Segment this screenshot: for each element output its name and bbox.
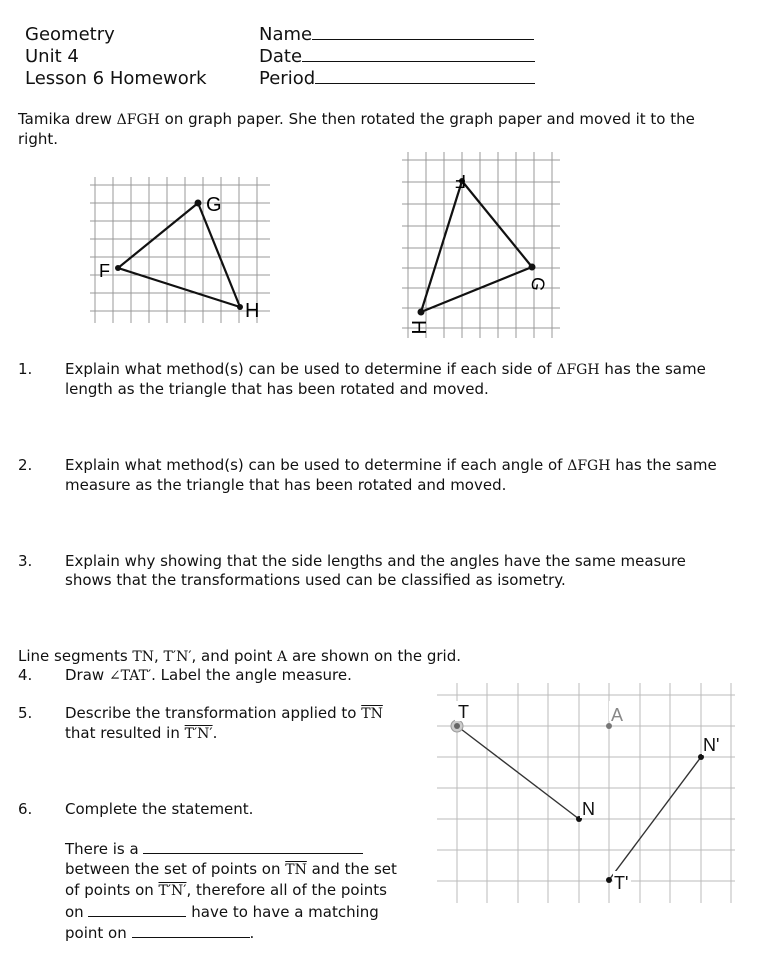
section2-intro: Line segments TN, T′N′, and point A are shown on the grid. [18,647,461,665]
q6-blank-2[interactable] [88,901,186,917]
name-label: Name [259,24,313,45]
label-t: T [458,702,469,722]
q5-number: 5. [18,704,33,722]
name-field[interactable] [259,24,534,46]
period-blank[interactable] [315,68,535,84]
label-f-rotated: F [455,171,466,191]
q3-text: Explain why showing that the side lengths and the angles have the same measure shows that the transformations used can be classified as isometry. [65,552,686,589]
q6-statement: There is a between the set of points on $\overline{TN}$ and the set of points on T′N′, therefore all of the points on have to have a matching point on . [65,840,397,942]
label-f: F [99,261,110,281]
label-g-rotated: G [526,275,550,293]
label-a: A [611,705,624,725]
point-tp [606,877,612,883]
q6-blank-1[interactable] [143,838,363,854]
q4-number: 4. [18,666,33,684]
label-h: H [245,300,260,322]
q6-number: 6. [18,800,33,818]
q6-blank-3[interactable] [132,922,250,938]
figure-rotated-triangle [400,150,565,340]
label-n: N [582,799,595,819]
unit-title: Unit 4 [25,46,79,67]
q4-text: Draw ∠TAT′. Label the angle measure. [65,666,352,684]
name-blank[interactable] [312,24,534,40]
q1-number: 1. [18,360,33,378]
side-gh [198,203,240,307]
q2-number: 2. [18,456,33,474]
grid-tn-figure [437,683,737,908]
date-blank[interactable] [302,46,535,62]
intro-text: Tamika drew ΔFGH on graph paper. She then rotated the graph paper and moved it to the right. [18,110,695,148]
side-fh [118,268,240,307]
course-title: Geometry [25,24,115,45]
q5-text: Describe the transformation applied to $\overline{TN}$ that resulted in T′N′. [65,704,383,742]
label-g: G [206,194,222,216]
label-np: N' [703,735,720,755]
q6-title: Complete the statement. [65,800,254,818]
q2-text: Explain what method(s) can be used to determine if each angle of ΔFGH has the same measure as the triangle that has been rotated and moved. [65,456,717,494]
side-fg [118,203,198,268]
date-field[interactable] [259,46,535,68]
lesson-title: Lesson 6 Homework [25,68,207,89]
q3-number: 3. [18,552,33,570]
label-tp: T' [614,873,629,893]
period-field[interactable] [259,68,535,90]
figure-triangle-fgh [85,175,275,325]
date-label: Date [259,46,303,67]
period-label: Period [259,68,316,89]
label-h-rotated: H [407,320,429,335]
q1-text: Explain what method(s) can be used to determine if each side of ΔFGH has the same length as the triangle that has been rotated and moved. [65,360,706,398]
